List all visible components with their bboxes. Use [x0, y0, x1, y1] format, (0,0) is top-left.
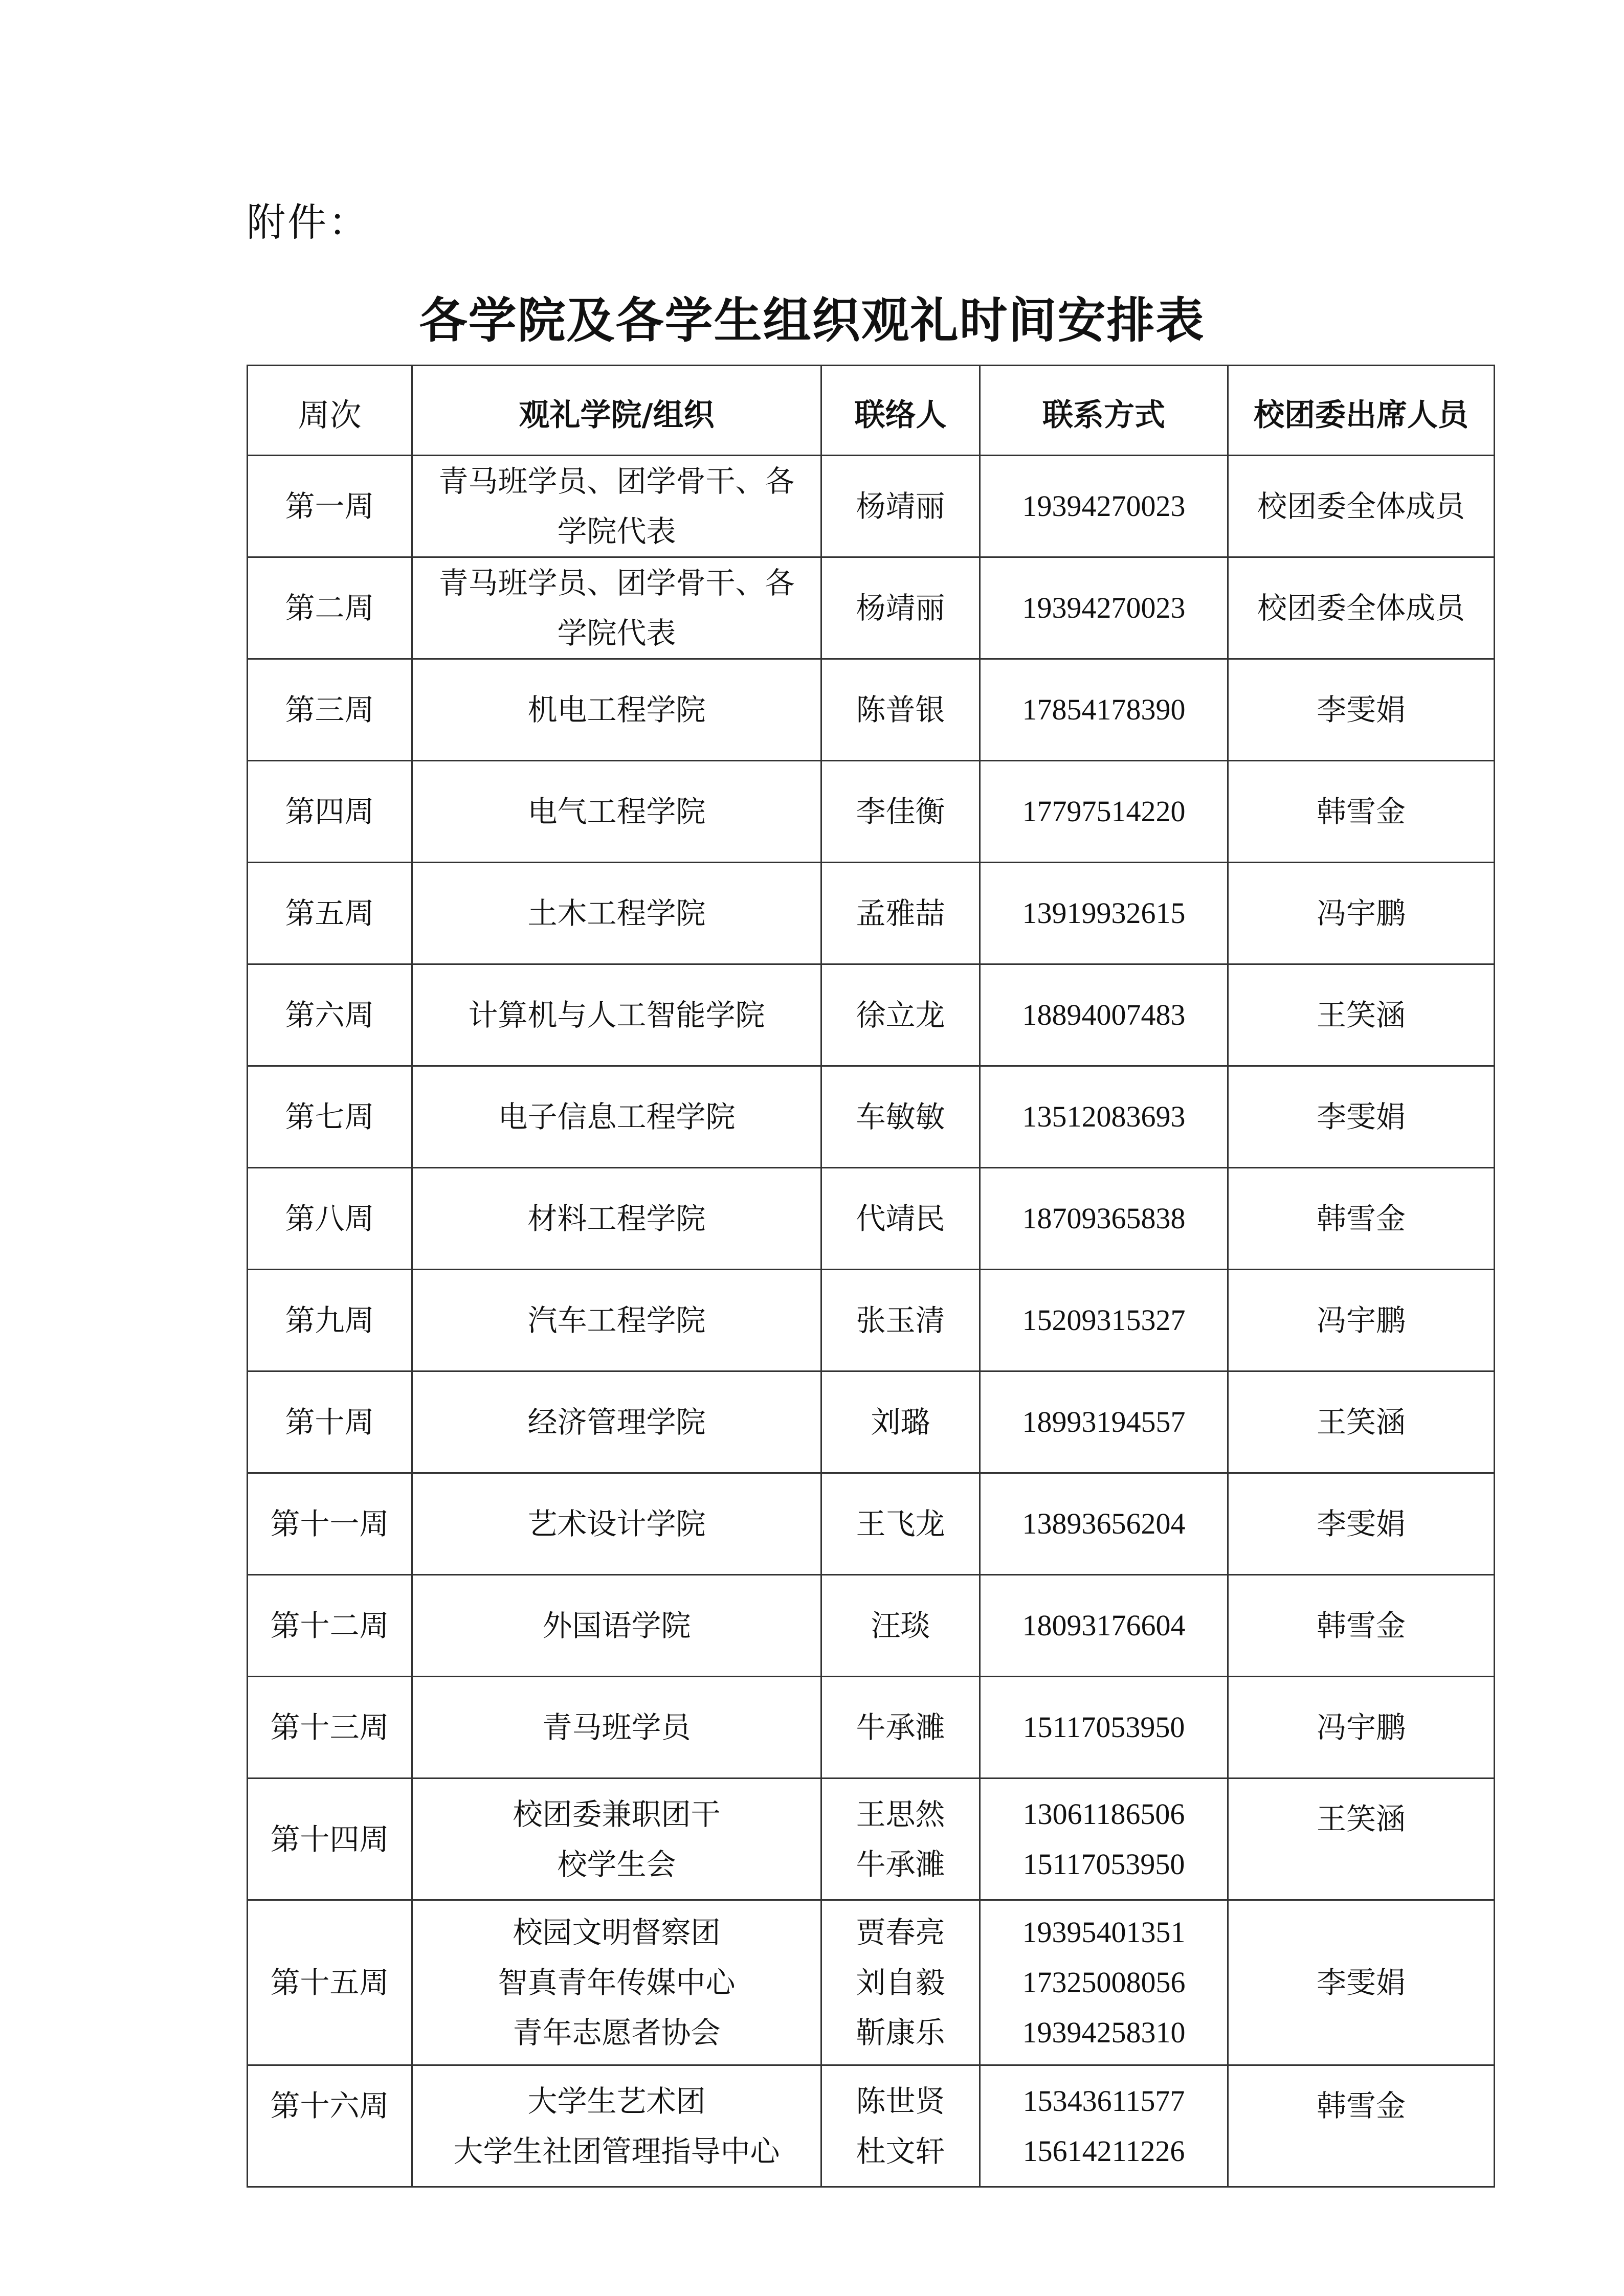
attendee-cell	[1228, 964, 1495, 1066]
org-cell	[412, 1168, 821, 1270]
table-row	[248, 1371, 1495, 1473]
phone-cell-line: 13893656204	[1022, 1507, 1186, 1540]
contact-cell-line: 陈普银	[856, 692, 945, 727]
phone-cell-line: 15117053950	[1022, 1710, 1185, 1744]
attendee-cell	[1228, 659, 1495, 761]
header-phone: 联系方式	[980, 366, 1228, 456]
table-row	[248, 1473, 1495, 1575]
contact-cell	[821, 761, 980, 863]
week-cell-text: 第五周	[285, 896, 374, 931]
attendee-cell-text: 李雯娟	[1316, 1099, 1406, 1134]
org-cell	[412, 1575, 821, 1677]
attendee-cell-text: 韩雪金	[1316, 1201, 1406, 1236]
org-cell	[412, 761, 821, 863]
org-cell-line: 青马班学员、团学骨干、各	[438, 464, 795, 499]
org-cell	[412, 659, 821, 761]
table-row	[248, 557, 1495, 659]
org-cell-line: 电气工程学院	[527, 794, 706, 829]
phone-cell-line: 17854178390	[1022, 693, 1186, 726]
table-row	[248, 863, 1495, 964]
attendee-cell-text: 李雯娟	[1316, 692, 1406, 727]
attendee-cell	[1228, 1473, 1495, 1575]
week-cell	[248, 1066, 412, 1168]
attendee-cell	[1228, 1168, 1495, 1270]
org-cell	[412, 1066, 821, 1168]
contact-cell	[821, 2065, 980, 2187]
attachment-label: 附件：	[247, 199, 369, 245]
week-cell	[248, 1270, 412, 1371]
attendee-cell-text: 王笑涵	[1316, 1405, 1406, 1439]
phone-cell-line: 18993194557	[1022, 1405, 1186, 1438]
phone-cell-line: 13061186506	[1022, 1797, 1185, 1831]
attendee-cell-text: 韩雪金	[1316, 1608, 1406, 1643]
week-cell-text: 第六周	[285, 998, 374, 1032]
attendee-cell-text: 韩雪金	[1316, 794, 1406, 829]
contact-cell-line: 刘璐	[871, 1405, 930, 1439]
contact-cell	[821, 1575, 980, 1677]
phone-cell-line: 15117053950	[1022, 1847, 1185, 1881]
attendee-cell	[1228, 1677, 1495, 1779]
attendee-cell	[1228, 456, 1495, 557]
phone-cell-line: 13512083693	[1022, 1100, 1186, 1133]
contact-cell	[821, 1168, 980, 1270]
phone-cell-line: 19394258310	[1022, 2016, 1186, 2049]
phone-cell	[980, 1677, 1228, 1779]
contact-cell	[821, 1779, 980, 1900]
header-attendee: 校团委出席人员	[1228, 366, 1495, 456]
org-cell-line: 青年志愿者协会	[513, 2015, 721, 2050]
contact-cell	[821, 1270, 980, 1371]
attendee-cell-text: 韩雪金	[1316, 2088, 1406, 2123]
contact-cell-line: 杨靖丽	[856, 489, 945, 524]
attendee-cell-text: 冯宇鹏	[1316, 896, 1406, 931]
attendee-cell-text: 校团委全体成员	[1257, 489, 1465, 524]
phone-cell	[980, 761, 1228, 863]
week-cell-text: 第四周	[285, 794, 374, 829]
phone-cell-line: 17797514220	[1022, 795, 1186, 828]
contact-cell-line: 贾春亮	[856, 1915, 945, 1950]
phone-cell-line: 18709365838	[1022, 1202, 1186, 1235]
phone-cell-line: 19394270023	[1022, 489, 1186, 523]
table-row	[248, 1677, 1495, 1779]
week-cell-text: 第八周	[285, 1201, 374, 1236]
contact-cell-line: 王飞龙	[856, 1506, 945, 1541]
contact-cell-line: 代靖民	[856, 1201, 945, 1236]
table-row	[248, 1779, 1495, 1900]
org-cell-line: 艺术设计学院	[527, 1506, 706, 1541]
contact-cell	[821, 964, 980, 1066]
phone-cell	[980, 1473, 1228, 1575]
org-cell-line: 大学生艺术团	[527, 2083, 706, 2119]
attendee-cell-text: 王笑涵	[1316, 998, 1406, 1032]
phone-cell-line: 18093176604	[1022, 1609, 1186, 1642]
org-cell-line: 经济管理学院	[527, 1405, 706, 1439]
week-cell-text: 第十一周	[270, 1506, 389, 1541]
phone-cell	[980, 2065, 1228, 2187]
attendee-cell-text: 李雯娟	[1316, 1506, 1406, 1541]
table-row	[248, 1066, 1495, 1168]
week-cell	[248, 1900, 412, 2065]
org-cell	[412, 863, 821, 964]
contact-cell	[821, 1371, 980, 1473]
week-cell	[248, 456, 412, 557]
attendee-cell	[1228, 761, 1495, 863]
org-cell	[412, 1677, 821, 1779]
attendee-cell	[1228, 1900, 1495, 2065]
org-cell-line: 青马班学员	[542, 1710, 691, 1745]
org-cell-line: 土木工程学院	[527, 896, 706, 931]
week-cell	[248, 863, 412, 964]
contact-cell-line: 牛承濉	[856, 1847, 945, 1882]
week-cell	[248, 659, 412, 761]
org-cell-line: 校团委兼职团干	[513, 1796, 721, 1832]
attendee-cell-text: 李雯娟	[1316, 1965, 1406, 2000]
week-cell-text: 第九周	[285, 1303, 374, 1338]
phone-cell-line: 17325008056	[1022, 1966, 1186, 1999]
table-row	[248, 761, 1495, 863]
phone-cell	[980, 557, 1228, 659]
org-cell-line: 机电工程学院	[527, 692, 706, 727]
table-header-row	[248, 366, 1495, 456]
attendee-cell	[1228, 863, 1495, 964]
header-org: 观礼学院/组织	[412, 366, 821, 456]
week-cell	[248, 964, 412, 1066]
contact-cell	[821, 659, 980, 761]
week-cell	[248, 1779, 412, 1900]
table-row	[248, 1168, 1495, 1270]
org-cell	[412, 1270, 821, 1371]
attendee-cell	[1228, 1371, 1495, 1473]
contact-cell-line: 陈世贤	[856, 2083, 945, 2119]
phone-cell	[980, 1270, 1228, 1371]
table-row	[248, 964, 1495, 1066]
week-cell-text: 第十四周	[270, 1821, 389, 1857]
contact-cell-line: 汪琰	[871, 1608, 930, 1643]
table-row	[248, 1575, 1495, 1677]
org-cell-line: 青马班学员、团学骨干、各	[438, 566, 795, 600]
week-cell-text: 第十二周	[270, 1608, 389, 1643]
org-cell	[412, 456, 821, 557]
phone-cell	[980, 1575, 1228, 1677]
attendee-cell-text: 冯宇鹏	[1316, 1303, 1406, 1338]
org-cell-line: 大学生社团管理指导中心	[453, 2133, 780, 2169]
org-cell-line: 计算机与人工智能学院	[468, 998, 765, 1032]
week-cell-text: 第十周	[285, 1405, 374, 1439]
week-cell-text: 第七周	[285, 1099, 374, 1134]
phone-cell-line: 15209315327	[1022, 1303, 1186, 1337]
week-cell	[248, 761, 412, 863]
contact-cell-line: 王思然	[856, 1796, 945, 1832]
phone-cell-line: 15343611577	[1022, 2084, 1185, 2118]
org-cell	[412, 1473, 821, 1575]
org-cell	[412, 2065, 821, 2187]
phone-cell-line: 19394270023	[1022, 591, 1186, 624]
phone-cell-line: 13919932615	[1022, 896, 1186, 930]
org-cell-line: 材料工程学院	[527, 1201, 706, 1236]
contact-cell-line: 刘自毅	[856, 1965, 945, 2000]
attendee-cell	[1228, 1575, 1495, 1677]
table-row	[248, 1270, 1495, 1371]
week-cell	[248, 1168, 412, 1270]
contact-cell-line: 孟雅喆	[856, 896, 945, 931]
org-cell-line: 电子信息工程学院	[498, 1099, 736, 1134]
contact-cell	[821, 456, 980, 557]
phone-cell-line: 19395401351	[1022, 1916, 1186, 1949]
org-cell-line: 校学生会	[557, 1847, 676, 1882]
week-cell-text: 第十六周	[270, 2088, 389, 2123]
contact-cell-line: 张玉清	[856, 1303, 945, 1338]
schedule-body	[248, 456, 1495, 2187]
contact-cell-line: 徐立龙	[856, 998, 945, 1032]
org-cell-line: 外国语学院	[542, 1608, 691, 1643]
week-cell	[248, 1473, 412, 1575]
attendee-cell-text: 校团委全体成员	[1257, 591, 1465, 625]
contact-cell-line: 车敏敏	[856, 1099, 945, 1134]
phone-cell	[980, 1900, 1228, 2065]
org-cell	[412, 557, 821, 659]
table-row	[248, 2065, 1495, 2187]
week-cell-text: 第十五周	[270, 1965, 389, 2000]
schedule-table	[247, 365, 1495, 2188]
phone-cell-line: 18894007483	[1022, 998, 1186, 1031]
attendee-cell-text: 王笑涵	[1316, 1801, 1406, 1836]
week-cell-text: 第二周	[285, 591, 374, 625]
table-row	[248, 456, 1495, 557]
phone-cell	[980, 863, 1228, 964]
phone-cell	[980, 964, 1228, 1066]
week-cell	[248, 557, 412, 659]
week-cell-text: 第十三周	[270, 1710, 389, 1745]
org-cell	[412, 1900, 821, 2065]
org-cell-line: 学院代表	[557, 616, 676, 650]
org-cell	[412, 1371, 821, 1473]
table-row	[248, 1900, 1495, 2065]
contact-cell	[821, 1066, 980, 1168]
attendee-cell	[1228, 2065, 1495, 2187]
header-week: 周次	[248, 366, 412, 456]
week-cell	[248, 1371, 412, 1473]
contact-cell-line: 李佳衡	[856, 794, 945, 829]
contact-cell	[821, 1473, 980, 1575]
phone-cell	[980, 1168, 1228, 1270]
phone-cell	[980, 1779, 1228, 1900]
contact-cell-line: 牛承濉	[856, 1710, 945, 1745]
attendee-cell	[1228, 1779, 1495, 1900]
org-cell-line: 智真青年传媒中心	[498, 1965, 736, 2000]
document-title: 各学院及各学生组织观礼时间安排表	[419, 293, 1205, 349]
week-cell	[248, 1575, 412, 1677]
org-cell-line: 汽车工程学院	[527, 1303, 706, 1338]
attendee-cell	[1228, 1270, 1495, 1371]
week-cell	[248, 2065, 412, 2187]
phone-cell	[980, 1066, 1228, 1168]
org-cell-line: 校园文明督察团	[513, 1915, 721, 1950]
org-cell	[412, 1779, 821, 1900]
contact-cell-line: 杜文轩	[856, 2133, 945, 2169]
contact-cell-line: 杨靖丽	[856, 591, 945, 625]
week-cell	[248, 1677, 412, 1779]
attendee-cell-text: 冯宇鹏	[1316, 1710, 1406, 1745]
contact-cell	[821, 863, 980, 964]
attendee-cell	[1228, 1066, 1495, 1168]
org-cell	[412, 964, 821, 1066]
contact-cell-line: 靳康乐	[856, 2015, 945, 2050]
table-row	[248, 659, 1495, 761]
contact-cell	[821, 1900, 980, 2065]
phone-cell-line: 15614211226	[1022, 2134, 1185, 2168]
phone-cell	[980, 659, 1228, 761]
org-cell-line: 学院代表	[557, 514, 676, 549]
attendee-cell	[1228, 557, 1495, 659]
week-cell-text: 第三周	[285, 692, 374, 727]
header-contact: 联络人	[821, 366, 980, 456]
contact-cell	[821, 1677, 980, 1779]
contact-cell	[821, 557, 980, 659]
week-cell-text: 第一周	[285, 489, 374, 524]
phone-cell	[980, 1371, 1228, 1473]
phone-cell	[980, 456, 1228, 557]
